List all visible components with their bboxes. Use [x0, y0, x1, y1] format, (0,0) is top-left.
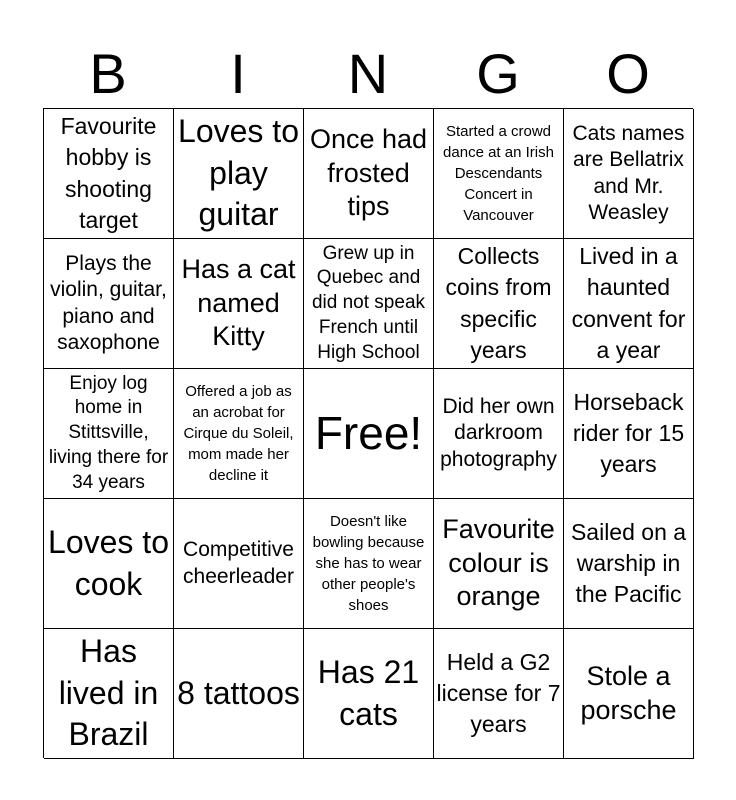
bingo-cell-r3c2[interactable] — [174, 369, 304, 499]
bingo-cell-r5c2[interactable] — [174, 629, 304, 759]
cell-text: Plays the violin, guitar, piano and saxophone — [50, 252, 167, 354]
bingo-cell-r1c4[interactable] — [434, 109, 564, 239]
cell-text: Competitive cheerleader — [183, 538, 294, 588]
cell-text: Favourite colour is orange — [442, 513, 555, 612]
cell-text: Lived in a haunted convent for a year — [571, 243, 686, 363]
cell-text: Doesn't like bowling because she has to wear other people's shoes — [312, 513, 425, 614]
bingo-cell-r4c3[interactable] — [304, 499, 434, 629]
bingo-cell-r5c4[interactable] — [434, 629, 564, 759]
bingo-cell-r1c2[interactable] — [174, 109, 304, 239]
cell-text: Has lived in Brazil — [58, 633, 159, 753]
cell-text: Collects coins from specific years — [445, 243, 552, 363]
bingo-cell-r5c5[interactable] — [564, 629, 694, 759]
bingo-cell-r1c1[interactable] — [44, 109, 174, 239]
bingo-header — [43, 40, 693, 108]
bingo-cell-r3c1[interactable] — [44, 369, 174, 499]
cell-text: Offered a job as an acrobat for Cirque du Soleil, mom made her decline it — [183, 383, 294, 484]
bingo-cell-free[interactable] — [304, 369, 434, 499]
cell-text: Loves to cook — [48, 523, 169, 602]
bingo-cell-r2c1[interactable] — [44, 239, 174, 369]
bingo-cell-r2c2[interactable] — [174, 239, 304, 369]
bingo-cell-r1c3[interactable] — [304, 109, 434, 239]
free-space-text: Free! — [314, 407, 423, 460]
bingo-cell-r4c4[interactable] — [434, 499, 564, 629]
cell-text: Stole a porsche — [580, 660, 677, 725]
cell-text: Cats names are Bellatrix and Mr. Weasley — [572, 122, 685, 224]
header-letter-o: O — [606, 42, 650, 105]
bingo-cell-r4c1[interactable] — [44, 499, 174, 629]
bingo-cell-r2c3[interactable] — [304, 239, 434, 369]
cell-text: Enjoy log home in Stittsville, living there for 34 years — [48, 372, 169, 493]
cell-text: 8 tattoos — [177, 674, 300, 711]
cell-text: Has a cat named Kitty — [181, 253, 296, 352]
header-letter-i: I — [230, 42, 246, 105]
bingo-cell-r5c1[interactable] — [44, 629, 174, 759]
cell-text: Once had frosted tips — [309, 123, 428, 222]
cell-text: Horseback rider for 15 years — [572, 388, 685, 478]
bingo-cell-r4c5[interactable] — [564, 499, 694, 629]
cell-text: Grew up in Quebec and did not speak French until High School — [311, 242, 426, 363]
bingo-cell-r2c4[interactable] — [434, 239, 564, 369]
bingo-cell-r2c5[interactable] — [564, 239, 694, 369]
cell-text: Held a G2 license for 7 years — [436, 648, 561, 738]
cell-text: Loves to play guitar — [178, 113, 299, 233]
cell-text: Did her own darkroom photography — [440, 395, 557, 471]
cell-text: Started a crowd dance at an Irish Descendants Concert in Vancouver — [443, 123, 554, 224]
bingo-cell-r5c3[interactable] — [304, 629, 434, 759]
bingo-cell-r3c4[interactable] — [434, 369, 564, 499]
header-letter-b: B — [89, 42, 127, 105]
bingo-cell-r1c5[interactable] — [564, 109, 694, 239]
bingo-cell-r3c5[interactable] — [564, 369, 694, 499]
cell-text: Has 21 cats — [317, 653, 420, 732]
header-letter-n: N — [347, 42, 389, 105]
header-letter-g: G — [476, 42, 520, 105]
bingo-card — [43, 108, 693, 758]
cell-text: Favourite hobby is shooting target — [60, 113, 157, 233]
bingo-cell-r4c2[interactable] — [174, 499, 304, 629]
cell-text: Sailed on a warship in the Pacific — [570, 518, 687, 608]
